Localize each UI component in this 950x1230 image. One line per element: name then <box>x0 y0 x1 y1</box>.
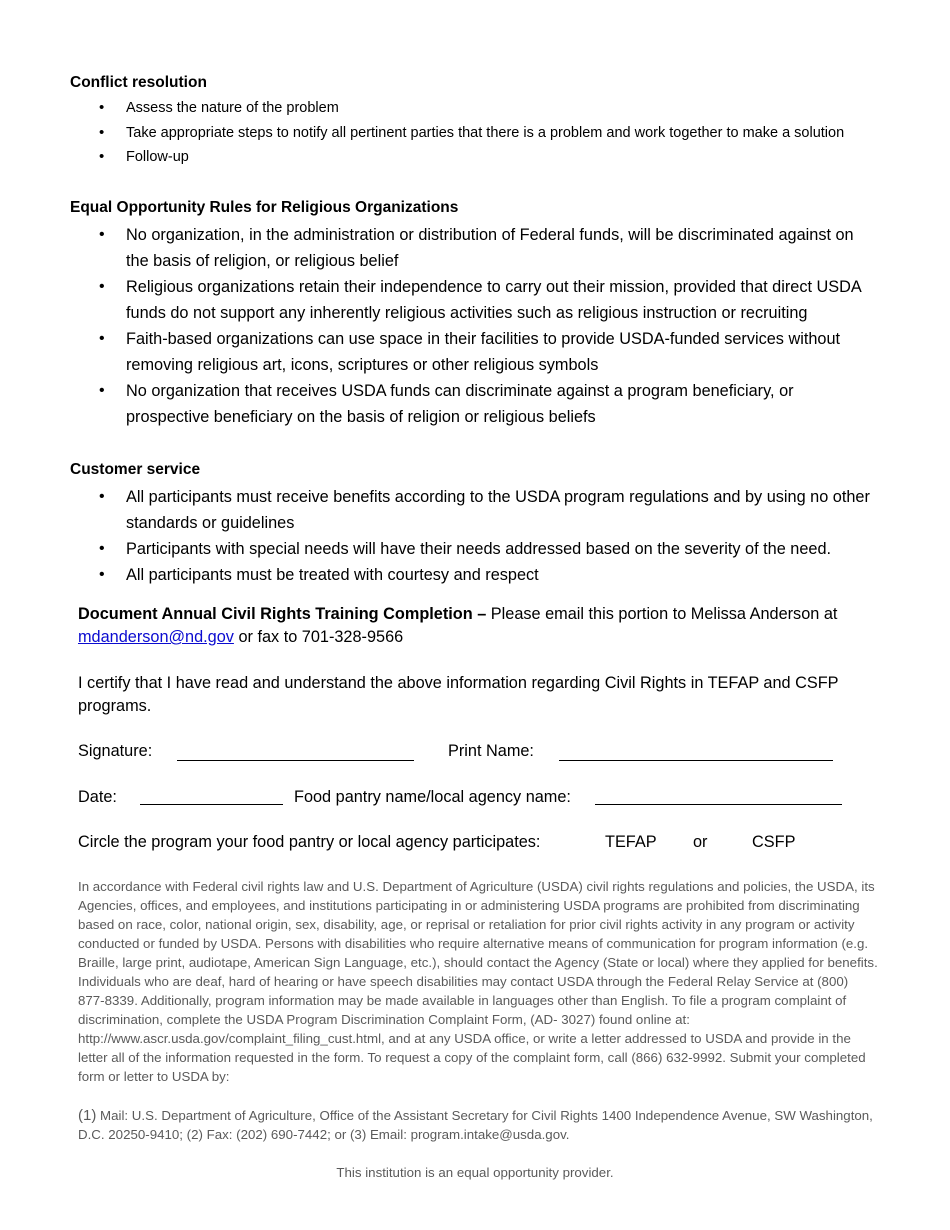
certify-statement: I certify that I have read and understand the above information regarding Civil Rights in TEFAP and CSFP programs. <box>78 674 839 715</box>
list-item: • Follow-up <box>70 145 870 170</box>
agency-name-label: Food pantry name/local agency name: <box>294 788 571 806</box>
fax-text: or fax to 701-328-9566 <box>233 628 404 646</box>
date-field[interactable] <box>140 804 283 805</box>
or-text: or <box>693 833 708 851</box>
conflict-resolution-list <box>70 96 870 170</box>
customer-service-heading: Customer service <box>70 461 201 478</box>
list-item: • Faith-based organizations can use space in their facilities to provide USDA-funded services without removing religious art, icons, scriptures or other religious symbols <box>70 326 870 378</box>
list-item: • Religious organizations retain their independence to carry out their mission, provided that direct USDA funds do not support any inherently religious activities such as religious instruction or recruiting <box>70 274 870 326</box>
training-instruction: Please email this portion to Melissa Anderson at <box>486 605 838 623</box>
list-item: • All participants must be treated with courtesy and respect <box>70 562 870 588</box>
print-name-field[interactable] <box>559 760 833 761</box>
tefap-option[interactable]: TEFAP <box>605 833 657 851</box>
equal-opportunity-footer: This institution is an equal opportunity provider. <box>336 1165 614 1180</box>
training-title: Document Annual Civil Rights Training Completion – <box>78 605 487 623</box>
list-item: • Assess the nature of the problem <box>70 96 870 121</box>
date-label: Date: <box>78 788 117 806</box>
equal-opportunity-heading: Equal Opportunity Rules for Religious Organizations <box>70 199 459 216</box>
print-name-label: Print Name: <box>448 742 534 760</box>
agency-name-field[interactable] <box>595 804 842 805</box>
nondiscrimination-statement: In accordance with Federal civil rights law and U.S. Department of Agriculture (USDA) civil rights regulations and policies, the USDA, its Agencies, offices, and employees, and institutions participating in or administering USDA programs are prohibited from discriminating based on race, color, national origin, sex, disability, age, or reprisal or retaliation for prior civil rights activity in any program or activity conducted or funded by USDA. Persons with disabilities who require alternative means of communication for program information (e.g. Braille, large print, audiotape, American Sign Language, etc.), should contact the Agency (State or local) where they applied for benefits. Individuals who are deaf, hard of hearing or have speech disabilities may contact USDA through the Federal Relay Service at (800) 877-8339. Additionally, program information may be made available in languages other than English. To file a program complaint of discrimination, complete the USDA Program Discrimination Complaint Form, (AD- 3027) found online at: http://www.ascr.usda.gov/complaint_filing_cust.html, and at any USDA office, or write a letter addressed to USDA and provide in the letter all of the information requested in the form. To request a copy of the complaint form, call (866) 632-9992. Submit your completed form or letter to USDA by: <box>78 879 878 1084</box>
equal-opportunity-list <box>70 222 870 430</box>
list-item: • No organization, in the administration or distribution of Federal funds, will be discriminated against on the basis of religion, or religious belief <box>70 222 870 274</box>
mail-instructions <box>78 1106 878 1144</box>
list-item: • Take appropriate steps to notify all pertinent parties that there is a problem and work together to make a solution <box>70 121 870 146</box>
email-link[interactable]: mdanderson@nd.gov <box>78 628 234 646</box>
list-item: • No organization that receives USDA funds can discriminate against a program beneficiary, or prospective beneficiary on the basis of religion or religious beliefs <box>70 378 870 430</box>
signature-field[interactable] <box>177 760 414 761</box>
list-item: • Participants with special needs will have their needs addressed based on the severity of the need. <box>70 536 870 562</box>
program-circle-label: Circle the program your food pantry or local agency participates: <box>78 833 541 851</box>
signature-label: Signature: <box>78 742 153 760</box>
conflict-resolution-heading: Conflict resolution <box>70 74 207 91</box>
mail-number: (1) <box>78 1107 97 1124</box>
mail-text: Mail: U.S. Department of Agriculture, Office of the Assistant Secretary for Civil Rights 1400 Independence Avenue, SW Washington, D.C. 20250-9410; (2) Fax: (202) 690-7442; or (3) Email: program.intake@usda.gov. <box>78 1108 873 1142</box>
csfp-option[interactable]: CSFP <box>752 833 796 851</box>
training-completion-paragraph <box>78 603 878 649</box>
list-item: • All participants must receive benefits according to the USDA program regulations and by using no other standards or guidelines <box>70 484 870 536</box>
customer-service-list <box>70 484 870 588</box>
